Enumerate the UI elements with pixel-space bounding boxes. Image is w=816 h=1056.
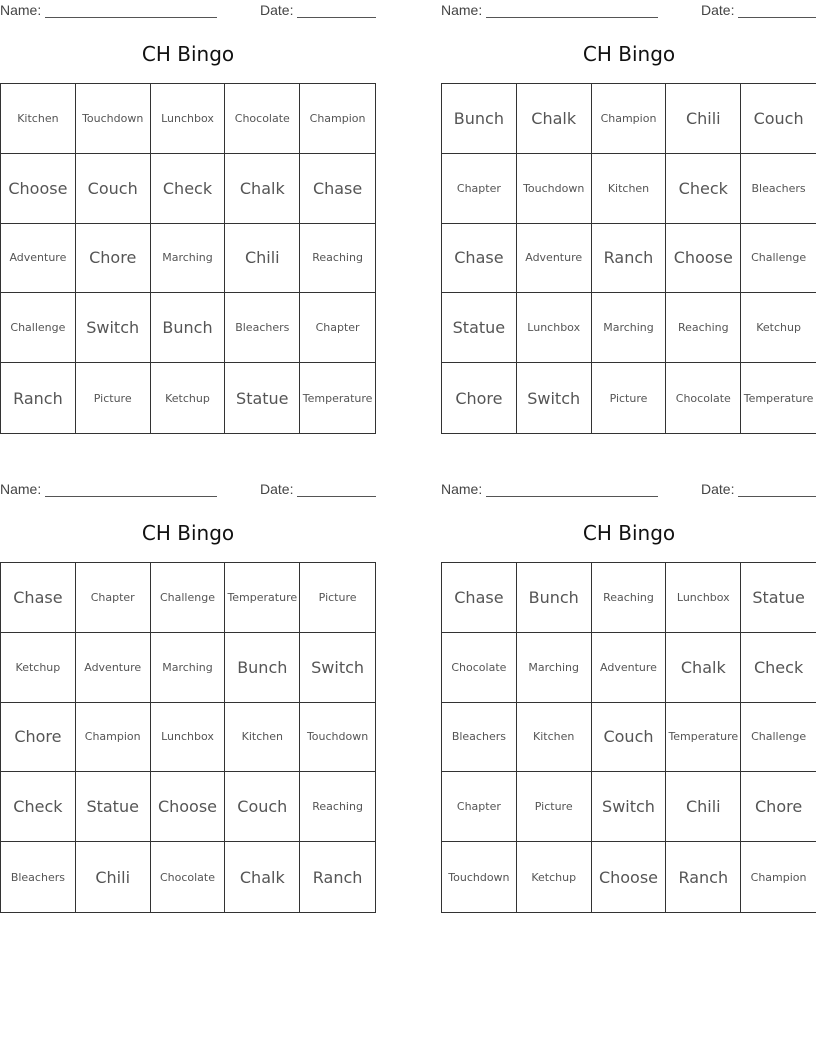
bingo-cell: Ranch	[666, 842, 741, 912]
bingo-cell: Choose	[592, 842, 667, 912]
bingo-cell: Chili	[666, 84, 741, 154]
bingo-cell: Chocolate	[151, 842, 226, 912]
bingo-cell: Picture	[76, 363, 151, 433]
bingo-cell: Chore	[76, 224, 151, 294]
bingo-cell: Chocolate	[442, 633, 517, 703]
bingo-cell: Ranch	[592, 224, 667, 294]
bingo-cell: Lunchbox	[151, 703, 226, 773]
bingo-cell: Chalk	[666, 633, 741, 703]
date-blank[interactable]	[297, 17, 376, 18]
bingo-cell: Bunch	[442, 84, 517, 154]
bingo-cell: Marching	[592, 293, 667, 363]
bingo-grid	[0, 562, 376, 913]
bingo-cell: Ketchup	[151, 363, 226, 433]
bingo-cell: Kitchen	[1, 84, 76, 154]
bingo-cell: Bleachers	[225, 293, 300, 363]
bingo-cell: Chili	[76, 842, 151, 912]
name-blank[interactable]	[45, 17, 217, 18]
date-label: Date:	[701, 481, 735, 497]
bingo-cell: Chore	[741, 772, 816, 842]
bingo-cell: Statue	[442, 293, 517, 363]
name-label: Name:	[0, 2, 42, 18]
bingo-cell: Kitchen	[592, 154, 667, 224]
bingo-cell: Champion	[300, 84, 375, 154]
bingo-cell: Switch	[300, 633, 375, 703]
card-title: CH Bingo	[582, 42, 676, 66]
name-date-row	[441, 481, 816, 499]
date-blank[interactable]	[738, 496, 816, 497]
bingo-cell: Temperature	[225, 563, 300, 633]
bingo-cell: Ranch	[312, 867, 363, 887]
bingo-cell: Chase	[300, 154, 375, 224]
bingo-cell: Lunchbox	[666, 563, 741, 633]
bingo-cell: Bunch	[225, 633, 300, 703]
bingo-cell: Couch	[225, 772, 300, 842]
bingo-cell: Reaching	[300, 224, 375, 294]
bingo-cell: Temperature	[666, 703, 741, 773]
bingo-cell: Marching	[151, 224, 226, 294]
bingo-cell: Marching	[517, 633, 592, 703]
bingo-cell: Bunch	[151, 293, 226, 363]
card-title: CH Bingo	[141, 42, 235, 66]
bingo-cell: Kitchen	[517, 703, 592, 773]
bingo-cell: Bunch	[517, 563, 592, 633]
bingo-cell: Chapter	[76, 563, 151, 633]
bingo-cell: Chalk	[225, 154, 300, 224]
bingo-cell: Chase	[442, 563, 517, 633]
name-label: Name:	[0, 481, 42, 497]
bingo-cell: Statue	[225, 363, 300, 433]
date-label: Date:	[260, 2, 294, 18]
bingo-cell: Picture	[592, 363, 667, 433]
bingo-cell: Temperature	[743, 391, 814, 405]
bingo-cell: Temperature	[302, 391, 373, 405]
bingo-cell: Statue	[741, 563, 816, 633]
bingo-cell: Marching	[151, 633, 226, 703]
bingo-cell: Champion	[76, 703, 151, 773]
bingo-card-2	[441, 0, 816, 440]
date-label: Date:	[260, 481, 294, 497]
bingo-cell: Couch	[76, 154, 151, 224]
bingo-cell: Challenge	[741, 703, 816, 773]
bingo-cell: Chore	[1, 703, 76, 773]
bingo-cell: Reaching	[300, 772, 375, 842]
bingo-cell: Reaching	[592, 563, 667, 633]
bingo-cell: Bleachers	[1, 842, 76, 912]
bingo-cell: Touchdown	[442, 842, 517, 912]
bingo-cell: Picture	[517, 772, 592, 842]
bingo-cell: Bleachers	[442, 703, 517, 773]
bingo-cell: Chapter	[442, 772, 517, 842]
bingo-cell: Ketchup	[517, 842, 592, 912]
bingo-grid	[0, 83, 376, 434]
card-title: CH Bingo	[582, 521, 676, 545]
bingo-cell: Lunchbox	[517, 293, 592, 363]
bingo-cell: Lunchbox	[151, 84, 226, 154]
name-blank[interactable]	[486, 17, 658, 18]
bingo-cell: Adventure	[517, 224, 592, 294]
date-label: Date:	[701, 2, 735, 18]
name-date-row	[0, 2, 376, 20]
bingo-cell: Chapter	[300, 293, 375, 363]
name-date-row	[441, 2, 816, 20]
bingo-cell: Ketchup	[1, 633, 76, 703]
bingo-card-3	[0, 479, 376, 919]
bingo-grid	[441, 562, 816, 913]
bingo-cell: Couch	[741, 84, 816, 154]
bingo-cell: Challenge	[741, 224, 816, 294]
bingo-cell: Chore	[442, 363, 517, 433]
date-blank[interactable]	[738, 17, 816, 18]
bingo-cell: Touchdown	[517, 154, 592, 224]
name-blank[interactable]	[45, 496, 217, 497]
bingo-cell: Chocolate	[225, 84, 300, 154]
bingo-cell: Adventure	[1, 224, 76, 294]
bingo-cell: Touchdown	[300, 703, 375, 773]
bingo-cell: Chapter	[442, 154, 517, 224]
bingo-cell: Chalk	[517, 84, 592, 154]
bingo-cell: Choose	[1, 154, 76, 224]
bingo-grid	[441, 83, 816, 434]
bingo-cell: Ranch	[1, 363, 76, 433]
bingo-cell: Chili	[225, 224, 300, 294]
bingo-cell: Champion	[592, 84, 667, 154]
date-blank[interactable]	[297, 496, 376, 497]
bingo-cell: Champion	[750, 870, 807, 884]
bingo-cell: Switch	[517, 363, 592, 433]
name-blank[interactable]	[486, 496, 658, 497]
bingo-cell: Challenge	[151, 563, 226, 633]
bingo-cell: Chili	[666, 772, 741, 842]
bingo-cell: Couch	[592, 703, 667, 773]
bingo-cell: Chalk	[225, 842, 300, 912]
name-label: Name:	[441, 481, 483, 497]
bingo-cell: Statue	[76, 772, 151, 842]
name-label: Name:	[441, 2, 483, 18]
bingo-cell: Check	[1, 772, 76, 842]
bingo-cell: Adventure	[76, 633, 151, 703]
bingo-cell: Reaching	[666, 293, 741, 363]
bingo-cell: Chase	[1, 563, 76, 633]
bingo-cell: Chocolate	[666, 363, 741, 433]
bingo-cell: Chase	[442, 224, 517, 294]
bingo-cell: Adventure	[592, 633, 667, 703]
bingo-cell: Kitchen	[225, 703, 300, 773]
bingo-cell: Bleachers	[741, 154, 816, 224]
bingo-cell: Check	[666, 154, 741, 224]
bingo-cell: Choose	[151, 772, 226, 842]
bingo-cell: Check	[741, 633, 816, 703]
bingo-cell: Picture	[300, 563, 375, 633]
bingo-card-4	[441, 479, 816, 919]
bingo-cell: Check	[151, 154, 226, 224]
bingo-cell: Switch	[76, 293, 151, 363]
name-date-row	[0, 481, 376, 499]
bingo-cell: Challenge	[1, 293, 76, 363]
bingo-cell: Switch	[592, 772, 667, 842]
bingo-cell: Choose	[666, 224, 741, 294]
bingo-card-1	[0, 0, 376, 440]
bingo-cell: Touchdown	[76, 84, 151, 154]
bingo-cell: Ketchup	[741, 293, 816, 363]
card-title: CH Bingo	[141, 521, 235, 545]
